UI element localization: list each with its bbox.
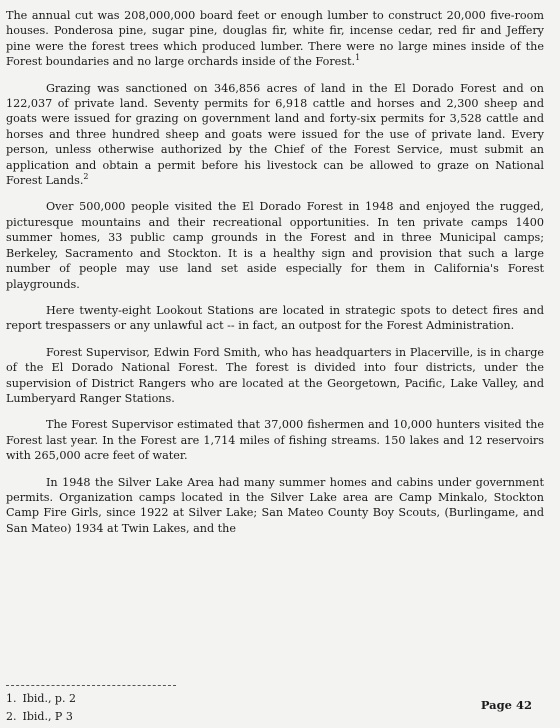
footnote-ref-1: 1 [355,53,361,63]
paragraph-1: The annual cut was 208,000,000 board feet or enough lumber to construct 20,000 five-room houses. Ponderosa pine, sugar pine, douglas fir, white fir, incense cedar, red fir and Jeffery pine were the forest trees which produced lumber. There were no large mines inside of the Forest boundaries and no large orchards inside of the Forest.$^1$ [6,9,544,69]
footnote-1: 1. Ibid., p. 2 [6,692,76,705]
body-text [6,8,544,547]
paragraph-4: Here twenty-eight Lookout Stations are located in strategic spots to detect fires and report trespassers or any unlawful act -- in fact, an outpost for the Forest Administration. [6,303,544,333]
page-number: Page 42 [480,698,532,712]
paragraph-6: The Forest Supervisor estimated that 37,000 fishermen and 10,000 hunters visited the Forest last year. In the Forest are 1,714 miles of fishing streams. 150 lakes and 12 reservoirs with 265,000 acre feet of water. [6,418,544,463]
paragraph-7: In 1948 the Silver Lake Area had many summer homes and cabins under government permits. Organization camps located in the Silver Lake area are Camp Minkalo, Stockton Camp Fire Girls, since 1922 at Silver Lake; San Mateo County Boy Scouts, (Burlingame, and San Mateo) 1934 at Twin Lakes, and the [6,475,544,535]
paragraph-5: Forest Supervisor, Edwin Ford Smith, who has headquarters in Placerville, is in charge of the El Dorado National Forest. The forest is divided into four districts, under the supervision of District Rangers who are located at the Georgetown, Pacific, Lake Valley, and Lumberyard Ranger Stations. [6,345,544,405]
footnotes [6,681,306,728]
footnote-ref-2: 2 [83,172,89,182]
paragraph-3: Over 500,000 people visited the El Dorado Forest in 1948 and enjoyed the rugged, picturesque mountains and their recreational opportunities. In ten private camps 1400 summer homes, 33 public camp grounds in the Forest and in three Municipal camps; Berkeley, Sacramento and Stockton. It is a healthy sign and provision that such a large number of people may use land set aside especially for them in California's Forest playgrounds. [6,200,544,291]
paragraph-2: Grazing was sanctioned on 346,856 acres of land in the El Dorado Forest and on 122,037 of private land. Seventy permits for 6,918 cattle and horses and 2,300 sheep and goats were issued for grazing on government land and forty-six permits for 3,528 cattle and horses and three hundred sheep and goats were issued for the use of private land. Every person, unless otherwise authorized by the Chief of the Forest Service, must submit an application and obtain a permit before his livestock can be allowed to graze on National Forest Lands.$^2$ [6,81,544,188]
footnote-divider [6,685,176,686]
footnote-2: 2. Ibid., P 3 [6,710,73,723]
